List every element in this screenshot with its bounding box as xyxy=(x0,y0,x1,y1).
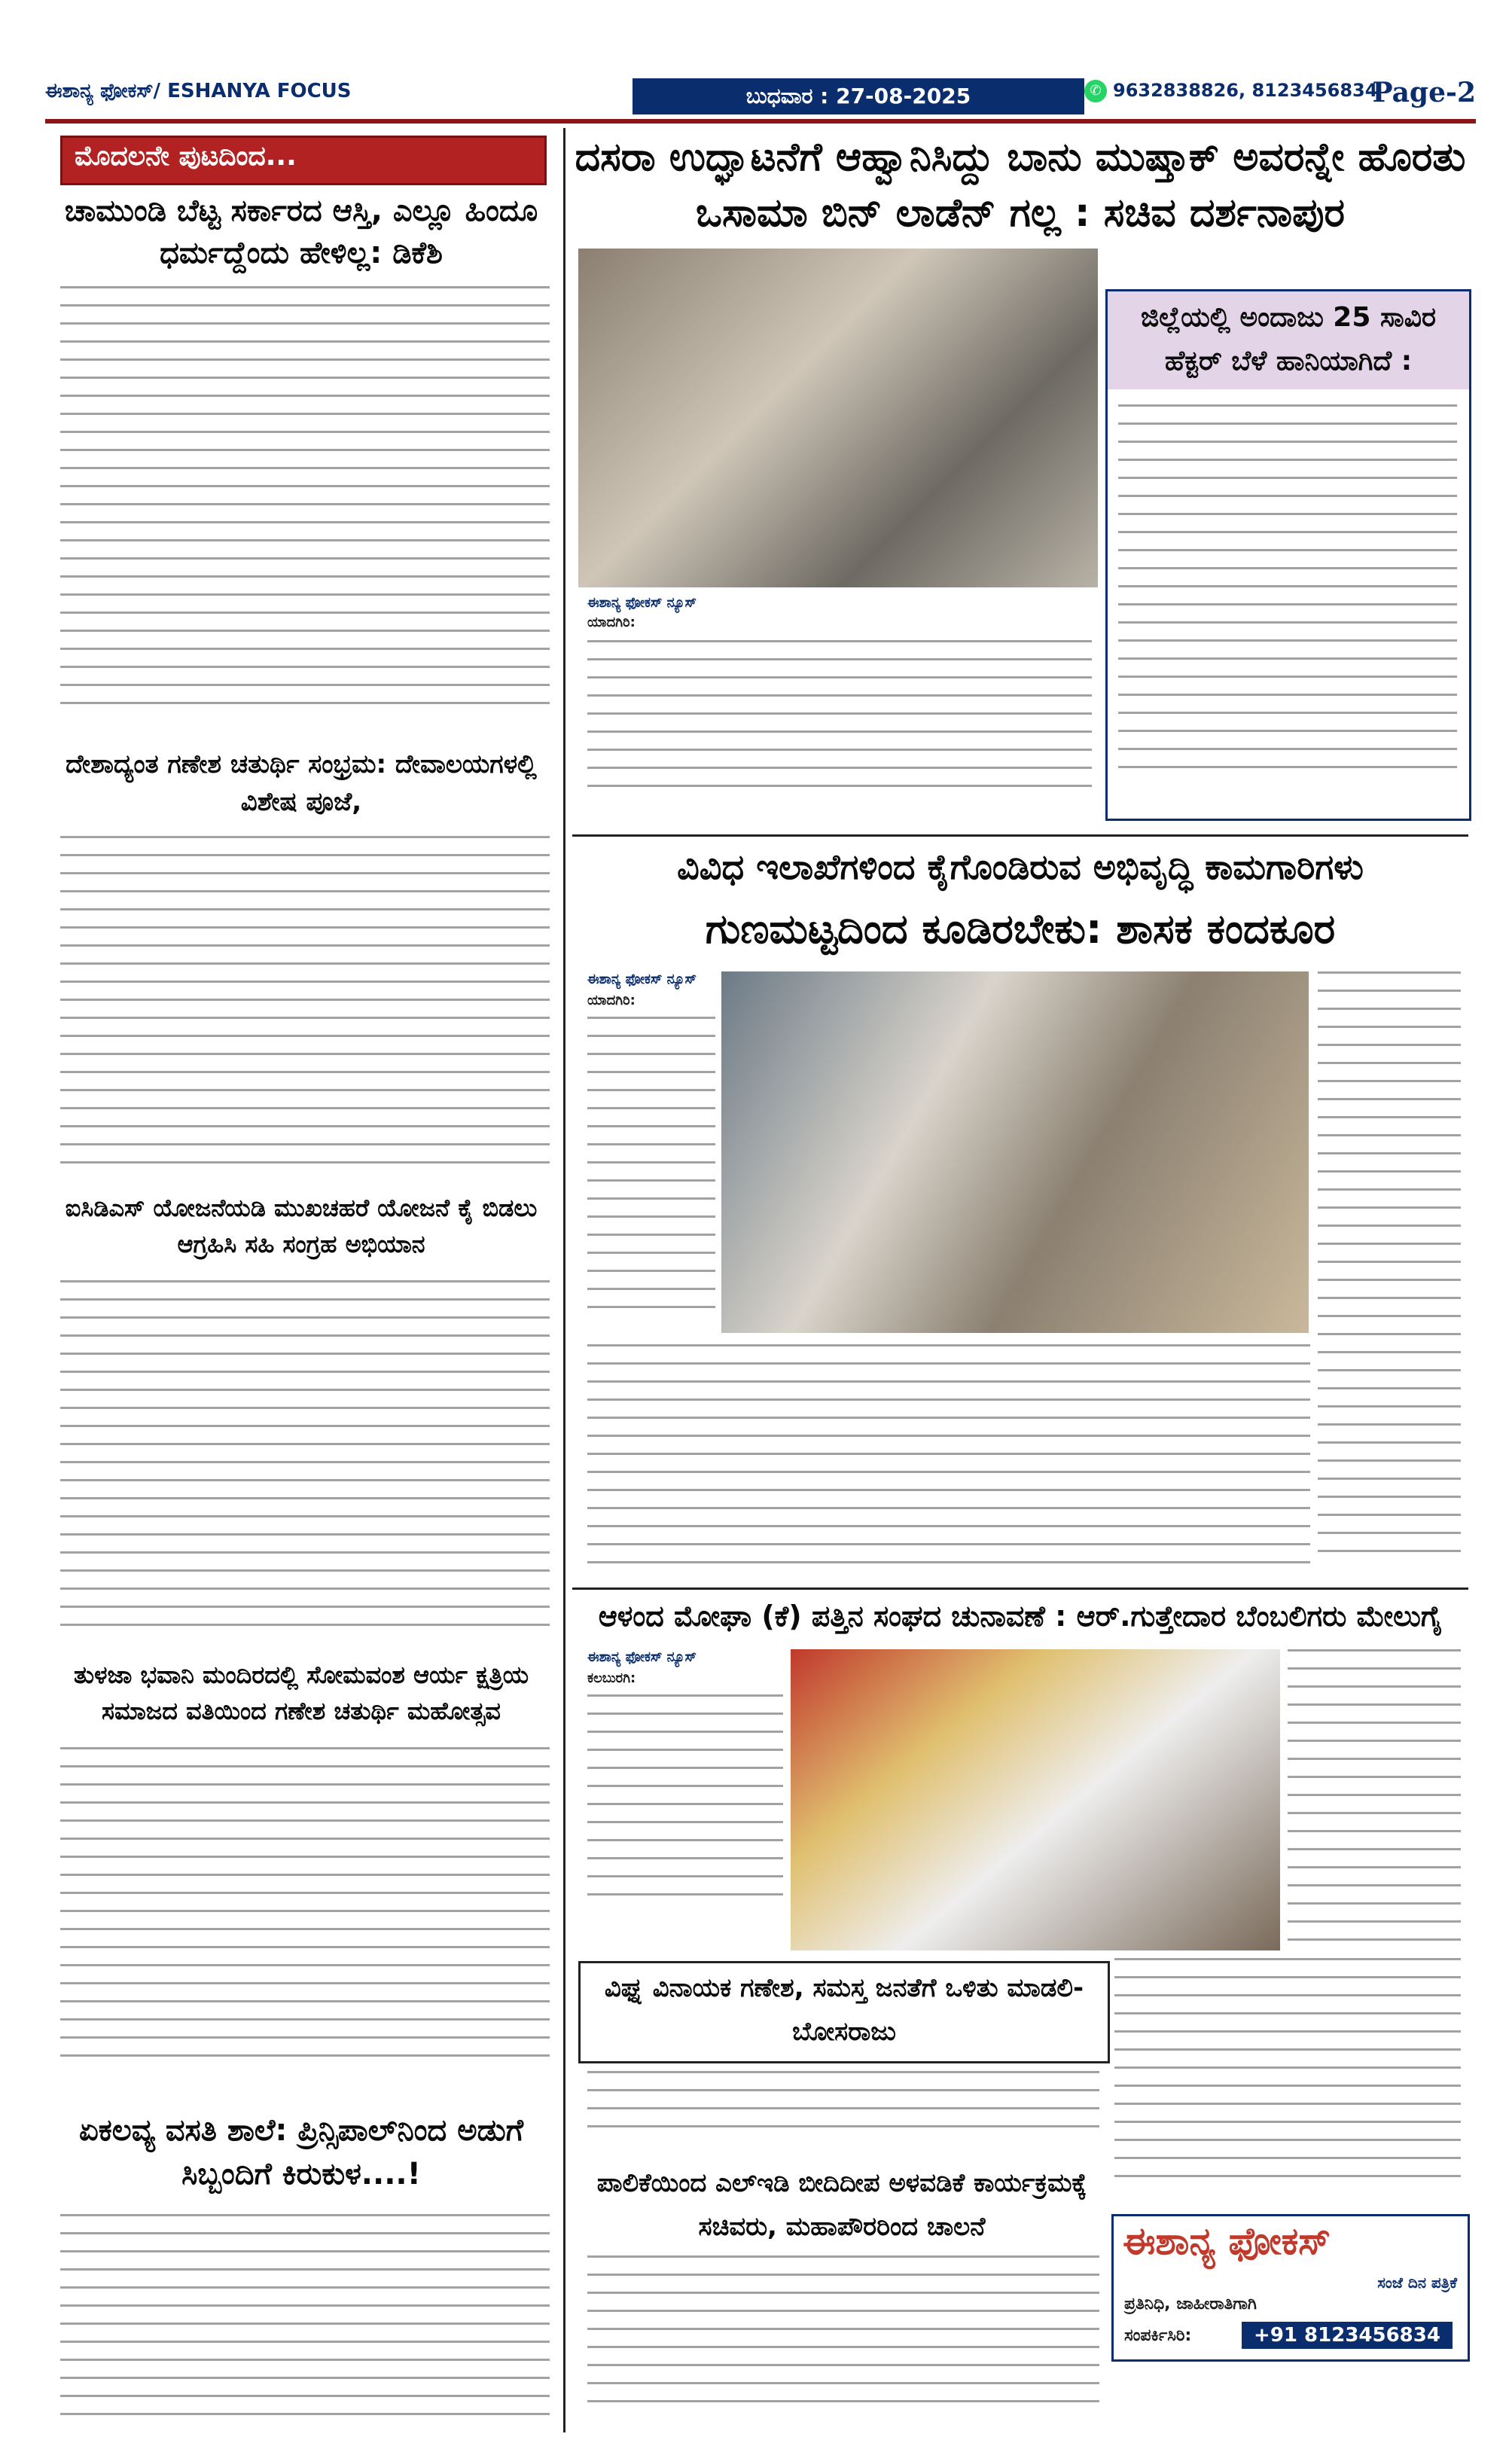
article-2-body xyxy=(60,836,550,1175)
paper-name: ಈಶಾನ್ಯ ಫೋಕಸ್/ ESHANYA FOCUS xyxy=(45,80,352,102)
crop-damage-headline: ಜಿಲ್ಲೆಯಲ್ಲಿ ಅಂದಾಜು 25 ಸಾವಿರ ಹೆಕ್ಟರ್ ಬೆಳೆ ಹಾನಿಯಾಗಿದೆ : xyxy=(1140,302,1437,377)
palike-headline: ಪಾಲಿಕೆಯಿಂದ ಎಲ್‌ಇಡಿ ಬೀದಿದೀಪ ಅಳವಡಿಕೆ ಕಾರ್ಯಕ್ರಮಕ್ಕೆ ಸಚಿವರು, ಮಹಾಪೌರರಿಂದ ಚಾಲನೆ xyxy=(596,2168,1087,2242)
ad-tagline: ಸಂಜೆ ದಿನ ಪತ್ರಿಕೆ xyxy=(1377,2274,1457,2292)
lead-byline: ಈಶಾನ್ಯ ಫೋಕಸ್ ನ್ಯೂಸ್ xyxy=(587,595,697,611)
lead-headline: ದಸರಾ ಉದ್ಘಾಟನೆಗೆ ಆಹ್ವಾನಿಸಿದ್ದು ಬಾನು ಮುಷ್ತಾಕ್ ಅವರನ್ನೇ ಹೊರತು ಒಸಾಮಾ ಬಿನ್ ಲಾಡೆನ್ ಗಲ್ಲ : ಸಚಿವ ದರ್ಶನಾಪುರ xyxy=(575,135,1466,236)
aland-photo xyxy=(791,1649,1280,1950)
column-divider xyxy=(563,128,565,2432)
article-4-headline: ತುಳಜಾ ಭವಾನಿ ಮಂದಿರದಲ್ಲಿ ಸೋಮವಂಶ ಆರ್ಯ ಕ್ಷತ್ರಿಯ ಸಮಾಜದ ವತಿಯಿಂದ ಗಣೇಶ ಚತುರ್ಥಿ ಮಹೋತ್ಸವ xyxy=(73,1661,529,1725)
article-5-headline: ಏಕಲವ್ಯ ವಸತಿ ಶಾಲೆ: ಪ್ರಿನ್ಸಿಪಾಲ್‌ನಿಂದ ಅಡುಗೆ ಸಿಬ್ಬಂದಿಗೆ ಕಿರುಕುಳ....! xyxy=(78,2113,524,2191)
dev-body-left xyxy=(587,1017,715,1333)
vighna-box xyxy=(578,1961,1110,2063)
article-2-headline: ದೇಶಾದ್ಯಂತ ಗಣೇಶ ಚತುರ್ಥಿ ಸಂಭ್ರಮ: ದೇವಾಲಯಗಳಲ್ಲಿ ವಿಶೇಷ ಪೂಜೆ, xyxy=(66,749,537,817)
issue-date: ಬುಧವಾರ : 27-08-2025 xyxy=(633,78,1084,114)
ad-box xyxy=(1111,2214,1470,2362)
dev-dateline: ಯಾದಗಿರಿ: xyxy=(587,993,636,1008)
article-3-headline: ಐಸಿಡಿಎಸ್ ಯೋಜನೆಯಡಿ ಮುಖಚಹರೆ ಯೋಜನೆ ಕೈ ಬಿಡಲು ಆಗ್ರಹಿಸಿ ಸಹಿ ಸಂಗ್ರಹ ಅಭಿಯಾನ xyxy=(65,1194,538,1258)
dev-body-bottom xyxy=(587,1344,1310,1585)
aland-body-left xyxy=(587,1694,783,1920)
vighna-headline: ವಿಘ್ನ ವಿನಾಯಕ ಗಣೇಶ, ಸಮಸ್ತ ಜನತೆಗೆ ಒಳಿತು ಮಾಡಲಿ- ಬೋಸರಾಜು xyxy=(604,1973,1084,2047)
aland-headline: ಆಳಂದ ಮೋಘಾ (ಕೆ) ಪತ್ತಿನ ಸಂಘದ ಚುನಾವಣೆ : ಆರ್.ಗುತ್ತೇದಾರ ಬೆಂಬಲಿಗರು ಮೇಲುಗೈ xyxy=(598,1600,1443,1633)
page-number: Page-2 xyxy=(1372,77,1476,108)
aland-byline: ಈಶಾನ್ಯ ಫೋಕಸ್ ನ್ಯೂಸ್ xyxy=(587,1649,697,1665)
lead-photo xyxy=(578,249,1098,587)
dev-byline: ಈಶಾನ್ಯ ಫೋಕಸ್ ನ್ಯೂಸ್ xyxy=(587,971,697,987)
aland-dateline: ಕಲಬುರಗಿ: xyxy=(587,1670,636,1686)
horizontal-divider-1 xyxy=(572,834,1468,837)
aland-body-right-2 xyxy=(1114,1958,1461,2207)
dev-photo xyxy=(721,971,1309,1333)
masthead xyxy=(45,75,1476,124)
horizontal-divider-2 xyxy=(572,1587,1468,1590)
article-5-body xyxy=(60,2214,550,2432)
whatsapp-icon: ✆ xyxy=(1084,80,1107,102)
ad-contact-label: ಸಂಪರ್ಕಿಸಿರಿ: xyxy=(1124,2326,1192,2345)
article-3-body xyxy=(60,1280,550,1642)
aland-body-right xyxy=(1288,1649,1461,1966)
palike-body xyxy=(587,2255,1099,2421)
dev-headline-line-1: ವಿವಿಧ ಇಲಾಖೆಗಳಿಂದ ಕೈಗೊಂಡಿರುವ ಅಭಿವೃದ್ಧಿ ಕಾಮಗಾರಿಗಳು xyxy=(677,846,1364,887)
lead-body xyxy=(587,640,1092,813)
ad-line-2: ಪ್ರತಿನಿಧಿ, ಜಾಹೀರಾತಿಗಾಗಿ xyxy=(1124,2295,1257,2313)
vighna-body xyxy=(587,2071,1099,2154)
lead-dateline: ಯಾದಗಿರಿ: xyxy=(587,615,636,630)
article-1-body xyxy=(60,286,550,730)
ad-brand: ಈಶಾನ್ಯ ಫೋಕಸ್ xyxy=(1123,2219,1331,2263)
dev-headline-line-2: ಗುಣಮಟ್ಟದಿಂದ ಕೂಡಿರಬೇಕು: ಶಾಸಕ ಕಂದಕೂರ xyxy=(705,905,1336,953)
ad-contact: +91 8123456834 xyxy=(1242,2322,1453,2349)
article-1-headline: ಚಾಮುಂಡಿ ಬೆಟ್ಟ ಸರ್ಕಾರದ ಆಸ್ತಿ, ಎಲ್ಲೂ ಹಿಂದೂ ಧರ್ಮದ್ದೆಂದು ಹೇಳಿಲ್ಲ: ಡಿಕೆಶಿ xyxy=(64,194,538,270)
article-4-body xyxy=(60,1747,550,2094)
section-banner xyxy=(60,136,547,185)
crop-damage-body xyxy=(1118,404,1457,804)
crop-damage-box xyxy=(1105,289,1471,821)
left-column xyxy=(45,128,557,2432)
dev-body-right xyxy=(1318,971,1461,1589)
front-continued-label: ಮೊದಲನೇ ಪುಟದಿಂದ... xyxy=(75,141,297,172)
phone-numbers: 9632838826, 8123456834 xyxy=(1113,80,1378,101)
contact-phones xyxy=(1084,80,1377,102)
